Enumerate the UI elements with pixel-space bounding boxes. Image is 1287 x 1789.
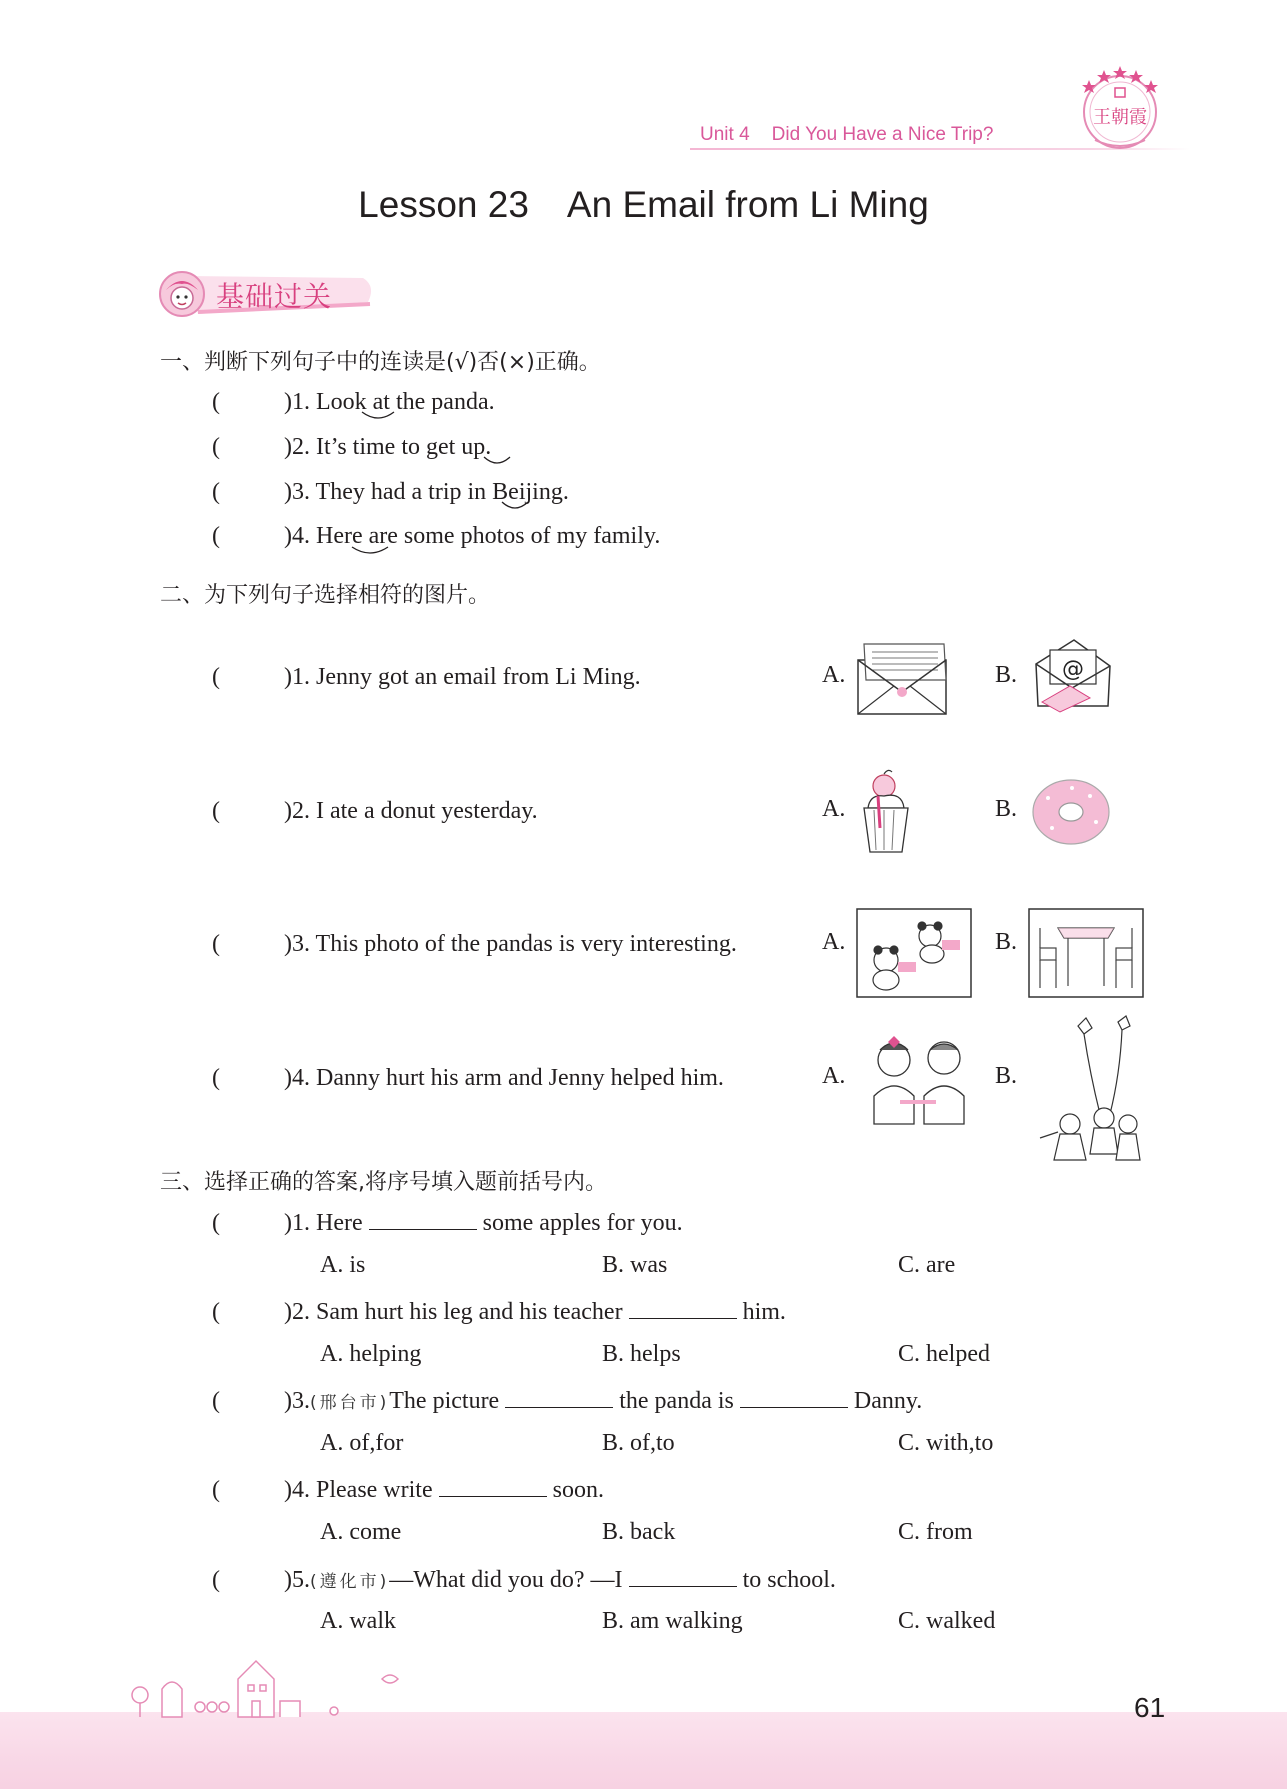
s3-q2-option-b: B. helps <box>602 1341 681 1367</box>
s3-q4 <box>212 1474 604 1505</box>
email-envelope-image[interactable] <box>1030 636 1116 718</box>
s3-q1-option-a: A. is <box>320 1252 366 1278</box>
option-b-label: B. <box>995 796 1018 822</box>
fill-blank[interactable] <box>439 1474 547 1497</box>
s3-q5 <box>212 1564 836 1597</box>
lesson-title <box>0 184 1287 226</box>
fill-blank[interactable] <box>740 1385 848 1408</box>
section3-heading: 三、选择正确的答案,将序号填入题前括号内。 <box>160 1170 607 1195</box>
s3-q5-option-a: A. walk <box>320 1608 396 1634</box>
fill-blank[interactable] <box>369 1207 477 1230</box>
s2-q3-text: )3. This photo of the pandas is very interesting. <box>284 931 737 957</box>
s3-q1-pre: )1. Here <box>284 1210 363 1236</box>
pandas-photo-image[interactable] <box>856 908 972 998</box>
s1-q3-text: )3. They had a trip in Beijing. <box>284 479 569 505</box>
option-b-label: B. <box>995 929 1018 955</box>
s3-q5-mid: —What did you do? —I <box>389 1567 623 1593</box>
letter-envelope-image[interactable] <box>854 640 954 718</box>
s3-q4-pre: )4. Please write <box>284 1477 433 1503</box>
s3-q5-post: to school. <box>742 1567 836 1593</box>
s3-q4-option-c: C. from <box>898 1519 973 1545</box>
s3-q5-option-b: B. am walking <box>602 1608 743 1634</box>
answer-paren[interactable]: ( <box>212 389 220 415</box>
s3-q1-option-c: C. are <box>898 1252 956 1278</box>
s3-q2 <box>212 1296 786 1327</box>
cupcake-image[interactable] <box>858 768 918 858</box>
unit-header <box>700 124 993 146</box>
s3-q1 <box>212 1207 683 1238</box>
answer-paren[interactable]: ( <box>212 1299 220 1325</box>
s3-q4-post: soon. <box>552 1477 604 1503</box>
answer-paren[interactable]: ( <box>212 1210 220 1236</box>
lesson-name: An Email from Li Ming <box>566 184 929 225</box>
unit-title: Did You Have a Nice Trip? <box>771 124 994 145</box>
option-a-label: A. <box>822 662 846 688</box>
s1-q2 <box>212 432 491 462</box>
s2-q2 <box>212 796 538 826</box>
s3-q3-option-a: A. of,for <box>320 1430 404 1456</box>
s3-q2-option-c: C. helped <box>898 1341 990 1367</box>
s3-q2-pre: )2. Sam hurt his leg and his teacher <box>284 1299 623 1325</box>
option-a-label: A. <box>822 929 846 955</box>
helping-arm-image[interactable] <box>860 1036 976 1128</box>
footer-town-decoration <box>120 1645 540 1720</box>
table-chairs-photo-image[interactable] <box>1028 908 1144 998</box>
section1-heading: 一、判断下列句子中的连读是(√)否(×)正确。 <box>160 350 601 375</box>
answer-paren[interactable]: ( <box>212 931 220 957</box>
s3-q3-mid2: the panda is <box>619 1388 734 1414</box>
answer-paren[interactable]: ( <box>212 434 220 460</box>
s2-q4 <box>212 1063 724 1093</box>
s3-q4-option-b: B. back <box>602 1519 676 1545</box>
s3-q2-option-a: A. helping <box>320 1341 422 1367</box>
section2-heading: 二、为下列句子选择相符的图片。 <box>160 583 491 608</box>
s3-q3-pre: )3. <box>284 1388 310 1414</box>
s3-q3-city: (邢台市) <box>310 1393 390 1413</box>
donut-image[interactable] <box>1030 776 1112 848</box>
s1-q1-text: )1. Look at the panda. <box>284 389 495 415</box>
option-b-label: B. <box>995 662 1018 688</box>
svg-text:@: @ <box>1062 657 1084 682</box>
liaison-arc <box>360 410 396 424</box>
s3-q3 <box>212 1385 922 1418</box>
s3-q1-post: some apples for you. <box>482 1210 683 1236</box>
s3-q5-pre: )5. <box>284 1567 310 1593</box>
s2-q4-text: )4. Danny hurt his arm and Jenny helped him. <box>284 1065 724 1091</box>
s3-q1-option-b: B. was <box>602 1252 668 1278</box>
option-b-label: B. <box>995 1063 1018 1089</box>
fill-blank[interactable] <box>629 1296 737 1319</box>
badge-label: 基础过关 <box>216 280 333 313</box>
answer-paren[interactable]: ( <box>212 479 220 505</box>
answer-paren[interactable]: ( <box>212 664 220 690</box>
answer-paren[interactable]: ( <box>212 798 220 824</box>
s1-q4 <box>212 521 660 551</box>
s3-q5-option-c: C. walked <box>898 1608 996 1634</box>
liaison-arc <box>350 545 390 559</box>
option-a-label: A. <box>822 1063 846 1089</box>
s3-q5-city: (遵化市) <box>310 1572 390 1592</box>
page-number: 61 <box>1134 1692 1166 1723</box>
fill-blank[interactable] <box>505 1385 613 1408</box>
s3-q3-mid1: The picture <box>389 1388 500 1414</box>
s2-q1-text: )1. Jenny got an email from Li Ming. <box>284 664 641 690</box>
answer-paren[interactable]: ( <box>212 1477 220 1503</box>
unit-label: Unit 4 <box>700 124 750 145</box>
s2-q3 <box>212 929 737 959</box>
footer-band <box>0 1712 1287 1789</box>
s3-q4-option-a: A. come <box>320 1519 402 1545</box>
option-a-label: A. <box>822 796 846 822</box>
lesson-number: Lesson 23 <box>358 184 529 225</box>
s1-q4-text: )4. Here are some photos of my family. <box>284 523 661 549</box>
answer-paren[interactable]: ( <box>212 1388 220 1414</box>
kite-flying-image[interactable] <box>1030 1014 1148 1164</box>
fill-blank[interactable] <box>629 1564 737 1587</box>
s3-q3-post: Danny. <box>853 1388 923 1414</box>
logo-text: 王朝霞 <box>1093 107 1147 128</box>
liaison-arc <box>482 455 512 469</box>
answer-paren[interactable]: ( <box>212 523 220 549</box>
s1-q1 <box>212 387 495 417</box>
s2-q1 <box>212 662 641 692</box>
answer-paren[interactable]: ( <box>212 1567 220 1593</box>
answer-paren[interactable]: ( <box>212 1065 220 1091</box>
s3-q3-option-c: C. with,to <box>898 1430 994 1456</box>
s2-q2-text: )2. I ate a donut yesterday. <box>284 798 538 824</box>
s1-q2-text: )2. It’s time to get up. <box>284 434 492 460</box>
s3-q2-post: him. <box>742 1299 786 1325</box>
s3-q3-option-b: B. of,to <box>602 1430 675 1456</box>
liaison-arc <box>500 500 530 514</box>
publisher-logo <box>1075 60 1165 156</box>
